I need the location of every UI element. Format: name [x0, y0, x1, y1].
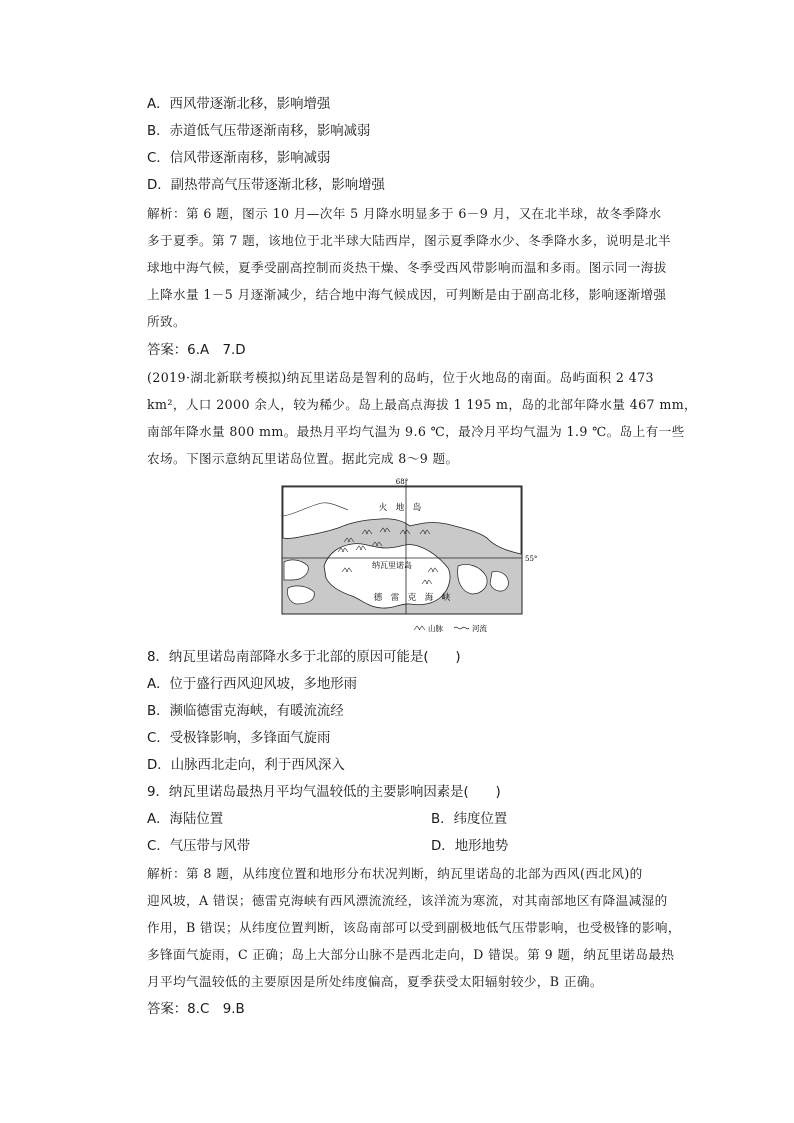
river-legend-icon — [454, 627, 469, 629]
mountain-legend-icon — [414, 626, 425, 630]
q7-option-b: B．赤道低气压带逐渐南移，影响减弱 — [147, 124, 371, 139]
intro-line-2: km²，人口 2000 余人，较为稀少。岛上最高点海拔 1 195 m，岛的北部年降水量 467 mm， — [147, 397, 698, 412]
map-legend — [414, 623, 487, 633]
legend-river-label: 河流 — [472, 624, 487, 633]
q9-stem: 9．纳瓦里诺岛最热月平均气温较低的主要影响因素是( ) — [147, 785, 501, 800]
intro-line-3: 南部年降水量 800 mm。最热月平均气温为 9.6 ℃，最冷月平均气温为 1.9 ℃。岛上有一些 — [147, 424, 685, 439]
q7-option-a: A．西风带逐渐北移，影响增强 — [147, 97, 331, 112]
analysis-label: 解析： — [147, 866, 186, 881]
analysis-1-line-2: 多于夏季。第 7 题，该地位于北半球大陆西岸，图示夏季降水少、冬季降水多，说明是北半 — [147, 233, 671, 248]
analysis-2-line-2: 迎风坡，A 错误；德雷克海峡有西风漂流流经，该洋流为寒流，对其南部地区有降温减湿的 — [147, 893, 668, 908]
q8-stem: 8．纳瓦里诺岛南部降水多于北部的原因可能是( ) — [147, 650, 461, 665]
navarino-label: 纳瓦里诺岛 — [372, 561, 412, 570]
analysis-1-line-3: 球地中海气候，夏季受副高控制而炎热干燥、冬季受西风带影响而温和多雨。图示同一海拔 — [147, 260, 667, 275]
q8-option-b: B．濒临德雷克海峡，有暖流流经 — [147, 704, 344, 719]
analysis-2-line-5: 月平均气温较低的主要原因是所处纬度偏高，夏季获受太阳辐射较少，B 正确。 — [147, 974, 603, 989]
answer-2: 答案：8.C 9.B — [147, 1002, 245, 1017]
drake-strait-label: 德 雷 克 海 峡 — [373, 593, 451, 603]
analysis-1-line-4: 上降水量 1－5 月逐渐减少，结合地中海气候成因，可判断是由于副高北移，影响逐渐增强 — [147, 287, 667, 302]
q7-option-c: C．信风带逐渐南移，影响减弱 — [147, 151, 331, 166]
q7-option-d: D．副热带高气压带逐渐北移，影响增强 — [147, 178, 385, 193]
legend-mountain-label: 山脉 — [428, 624, 443, 633]
q9-option-a: A．海陆位置 — [147, 812, 224, 827]
navarino-island-map — [282, 476, 538, 640]
longitude-label: 68° — [395, 478, 409, 486]
analysis-text: 第 8 题，从纬度位置和地形分布状况判断，纳瓦里诺岛的北部为西风(西北风)的 — [185, 866, 643, 881]
analysis-text: 第 6 题，图示 10 月—次年 5 月降水明显多于 6－9 月，又在北半球，故冬季降水 — [185, 206, 662, 221]
intro-line-4: 农场。下图示意纳瓦里诺岛位置。据此完成 8～9 题。 — [147, 451, 459, 466]
q9-option-b: B．纬度位置 — [431, 812, 508, 827]
analysis-label: 解析： — [147, 206, 186, 221]
intro-line-1: (2019·湖北新联考模拟)纳瓦里诺岛是智利的岛屿，位于火地岛的南面。岛屿面积 2 473 — [147, 370, 654, 385]
analysis-2-line-3: 作用，B 错误；从纬度位置判断，该岛南部可以受到副极地低气压带影响，也受极锋的影响， — [147, 920, 681, 935]
q9-option-d: D．地形地势 — [431, 839, 509, 854]
latitude-label: 55° — [525, 555, 538, 563]
q8-option-a: A．位于盛行西风迎风坡，多地形雨 — [147, 677, 358, 692]
tierra-del-fuego-label: 火 地 岛 — [378, 503, 422, 513]
analysis-1-line-5: 所致。 — [147, 314, 186, 329]
analysis-2-line-4: 多锋面气旋雨，C 正确；岛上大部分山脉不是西北走向，D 错误。第 9 题，纳瓦里诺岛最热 — [147, 947, 675, 962]
analysis-1-line-1 — [147, 204, 662, 224]
answer-1: 答案：6.A 7.D — [147, 343, 246, 358]
q8-option-c: C．受极锋影响，多锋面气旋雨 — [147, 731, 331, 746]
q9-option-c: C．气压带与风带 — [147, 839, 251, 854]
analysis-2-line-1 — [147, 864, 643, 884]
q8-option-d: D．山脉西北走向，利于西风深入 — [147, 758, 345, 773]
